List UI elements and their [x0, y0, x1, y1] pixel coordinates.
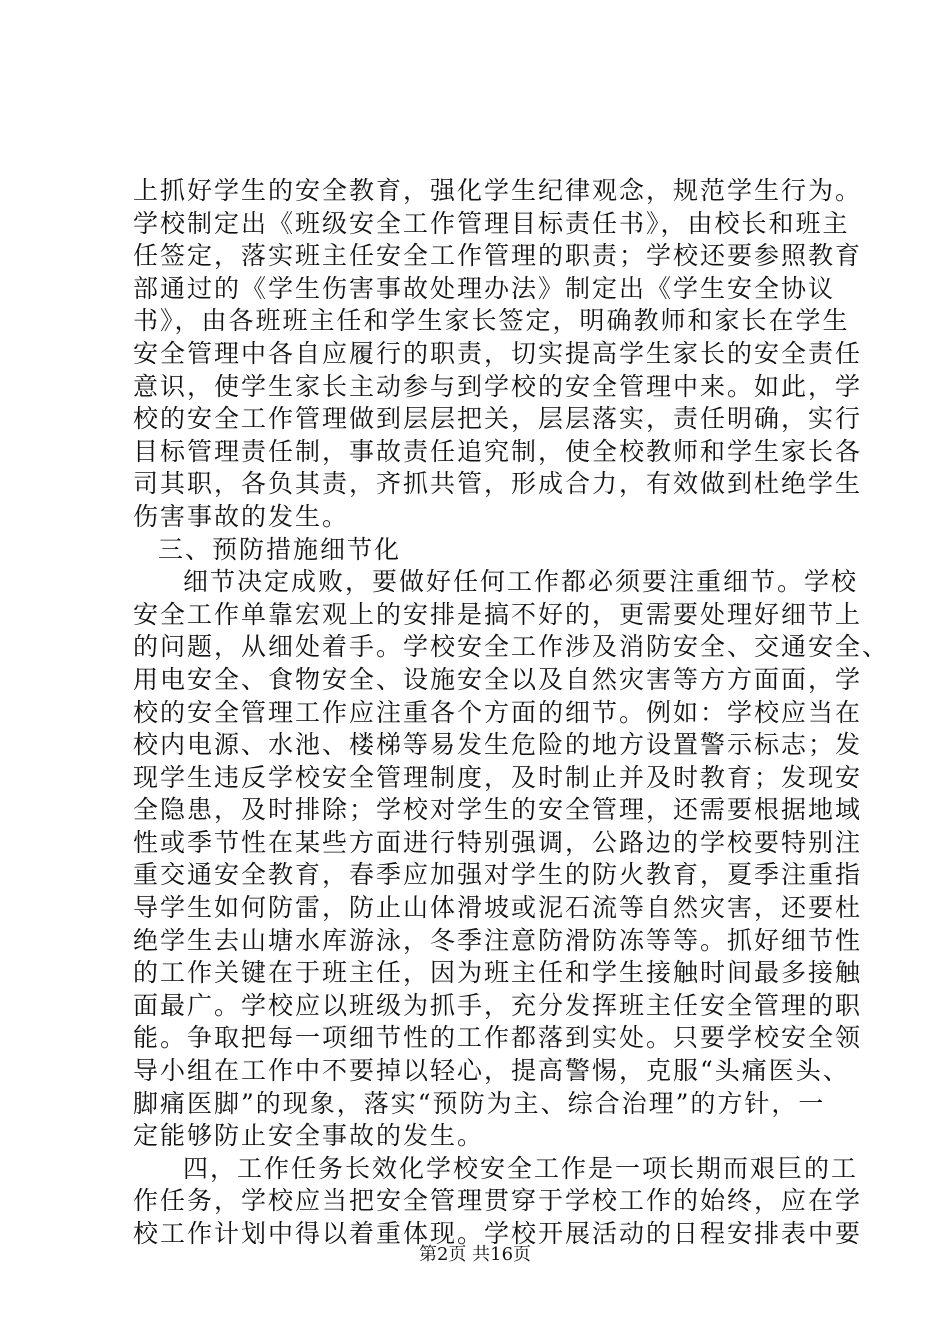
text-line: 的工作关键在于班主任，因为班主任和学生接触时间最多接触: [133, 958, 863, 988]
text-line: 面最广。学校应以班级为抓手，充分发挥班主任安全管理的职: [133, 990, 863, 1020]
text-line: 校的安全管理工作应注重各个方面的细节。例如：学校应当在: [133, 697, 863, 727]
text-line: 绝学生去山塘水库游泳，冬季注意防滑防冻等等。抓好细节性: [133, 925, 863, 955]
text-line: 细节决定成败，要做好任何工作都必须要注重细节。学校: [183, 567, 859, 597]
text-line: 任签定，落实班主任安全工作管理的职责；学校还要参照教育: [133, 241, 863, 271]
text-line: 性或季节性在某些方面进行特别强调，公路边的学校要特别注: [133, 827, 863, 857]
text-line: 校内电源、水池、楼梯等易发生危险的地方设置警示标志；发: [133, 730, 863, 760]
text-line: 脚痛医脚”的现象，落实“预防为主、综合治理”的方针，一: [133, 1088, 826, 1118]
text-line: 学校制定出《班级安全工作管理目标责任书》，由校长和班主: [133, 208, 850, 238]
text-line: 导学生如何防雷，防止山体滑坡或泥石流等自然灾害，还要杜: [133, 893, 863, 923]
text-line: 全隐患，及时排除；学校对学生的安全管理，还需要根据地域: [133, 795, 863, 825]
text-line: 导小组在工作中不要掉以轻心，提高警惕，克服“头痛医头、: [133, 1056, 850, 1086]
text-line: 能。争取把每一项细节性的工作都落到实处。只要学校安全领: [133, 1023, 863, 1053]
text-line: 安全工作单靠宏观上的安排是搞不好的，更需要处理好细节上: [133, 599, 863, 629]
text-line: 校的安全工作管理做到层层把关，层层落实，责任明确，实行: [133, 404, 863, 434]
text-line: 作任务，学校应当把安全管理贯穿于学校工作的始终，应在学: [133, 1186, 863, 1216]
text-line: 司其职，各负其责，齐抓共管，形成合力，有效做到杜绝学生: [133, 469, 863, 499]
text-line: 安全管理中各自应履行的职责，切实提高学生家长的安全责任: [133, 338, 863, 368]
text-line: 重交通安全教育，春季应加强对学生的防火教育，夏季注重指: [133, 860, 863, 890]
text-line: 的问题，从细处着手。学校安全工作涉及消防安全、交通安全、: [133, 632, 890, 662]
text-line: 书》，由各班班主任和学生家长签定，明确教师和家长在学生: [133, 306, 850, 336]
page-footer: 第2页 共16页: [418, 1244, 532, 1265]
text-line: 用电安全、食物安全、设施安全以及自然灾害等方方面面，学: [133, 664, 863, 694]
text-line: 定能够防止安全事故的发生。: [133, 1121, 485, 1151]
text-line: 意识，使学生家长主动参与到学校的安全管理中来。如此，学: [133, 371, 863, 401]
text-line: 现学生违反学校安全管理制度，及时制止并及时教育；发现安: [133, 762, 863, 792]
document-body: [133, 175, 890, 1251]
text-line: 四，工作任务长效化学校安全工作是一项长期而艰巨的工: [183, 1153, 859, 1183]
text-line: 三、预防措施细节化: [158, 534, 402, 564]
text-line: 上抓好学生的安全教育，强化学生纪律观念，规范学生行为。: [133, 176, 863, 205]
text-line: 目标管理责任制，事故责任追究制，使全校教师和学生家长各: [133, 436, 863, 466]
text-line: 伤害事故的发生。: [133, 501, 350, 531]
text-line: 校工作计划中得以着重体现。学校开展活动的日程安排表中要: [133, 1219, 863, 1248]
text-line: 部通过的《学生伤害事故处理办法》制定出《学生安全协议: [133, 273, 836, 303]
